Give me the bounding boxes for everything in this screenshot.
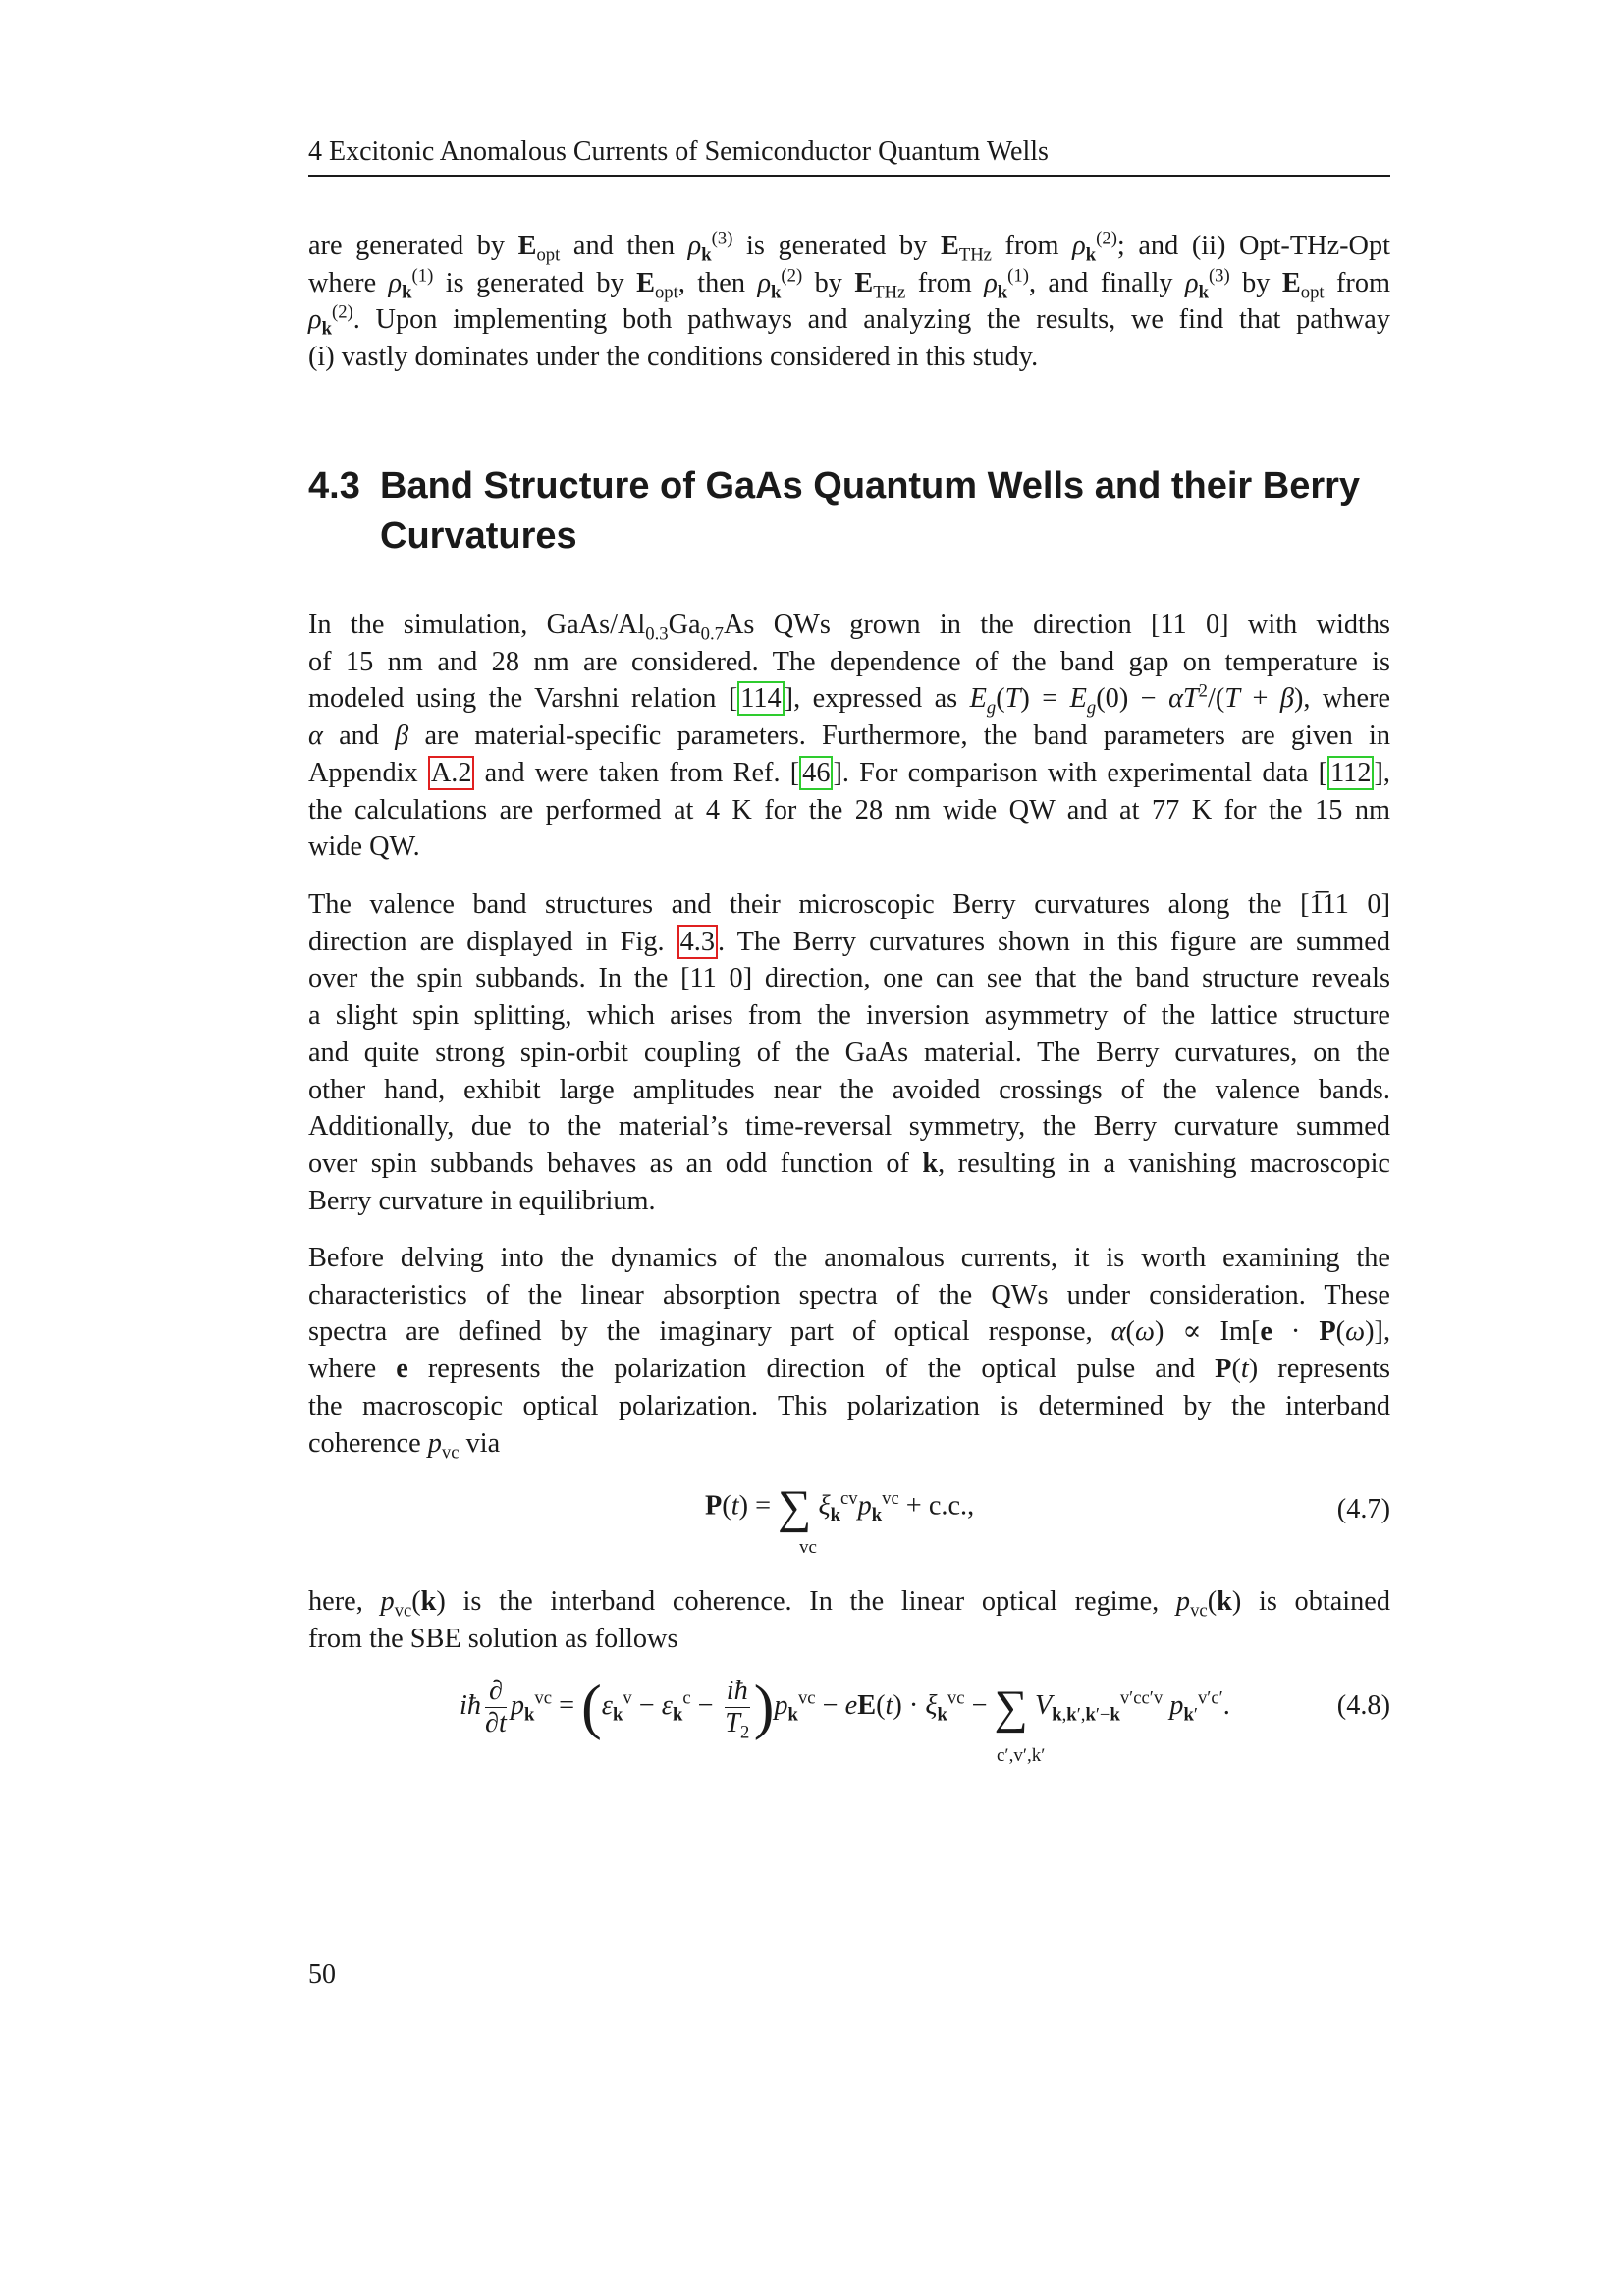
text-line: Berry curvature in equilibrium. [308, 1185, 656, 1216]
equation-number: (4.8) [1336, 1690, 1390, 1721]
sum-index: vc [799, 1537, 817, 1558]
paragraph-coherence [308, 1583, 1390, 1657]
text-line: modeled using the Varshni relation [ 114 ], expressed as $E_g(T) = E_g(0) - \alpha T^2/(T + \beta)$, where [308, 680, 1391, 720]
text-line: (i) vastly dominates under the conditions considered in this study. [308, 342, 1039, 373]
page-number: 50 [308, 1959, 336, 1990]
text-line: coherence $p_{vc}$ via [308, 1427, 501, 1464]
section-title: Band Structure of GaAs Quantum Wells and their Berry Curvatures [380, 465, 1361, 557]
text-line: direction are displayed in Fig. 4.3 . The Berry curvatures shown in this figure are summed [308, 926, 1390, 957]
equation-4-7 [308, 1482, 1390, 1561]
text-line: over spin subbands behaves as an odd function of k, resulting in a vanishing macroscopic [308, 1148, 1390, 1179]
header-rule [308, 175, 1390, 177]
text-line: α and β are material-specific parameters. Furthermore, the band parameters are given in [308, 721, 1390, 752]
text-line: In the simulation, GaAs/$Al_{0.3}Ga_{0.7}As$ QWs grown in the direction [11 0] with widths [308, 610, 1391, 645]
paragraph-absorption [308, 1240, 1390, 1462]
text-line: where e represents the polarization direction of the optical pulse and P(t) represents [308, 1354, 1390, 1385]
text-line: $\rho_k^{(2)}$. Upon implementing both pathways and analyzing the results, we find that pathway [308, 301, 1390, 341]
text-line: here, $p_{vc}(k)$ is the interband coherence. In the linear optical regime, $p_{vc}(k)$ is obtained [308, 1586, 1390, 1622]
text-line: where $\rho_k^{(1)}$ is generated by $E_{opt}$, then $\rho_k^{(2)}$ by $E_{THz}$ from $\rho_k^{(1)}$, and finally $\rho_k^{(3)}$ by $E_{opt}$ from [308, 265, 1390, 303]
text-line: other hand, exhibit large amplitudes near the avoided crossings of the valence bands. [308, 1074, 1390, 1105]
text-line: Appendix A.2 and were taken from Ref. [ 46 ]. For comparison with experimental data [ 112 ], [308, 757, 1390, 788]
text-line: Additionally, due to the material’s time-reversal symmetry, the Berry curvature summed [308, 1111, 1390, 1143]
paragraph-simulation [308, 607, 1390, 866]
running-head: 4 Excitonic Anomalous Currents of Semiconductor Quantum Wells [308, 136, 1049, 167]
sum-index: c′,v′,k′ [997, 1745, 1046, 1766]
citation-link[interactable]: 114 [737, 681, 784, 716]
text-line: a slight spin splitting, which arises from the inversion asymmetry of the lattice structure [308, 1000, 1390, 1032]
text-line: of 15 nm and 28 nm are considered. The dependence of the band gap on temperature is [308, 646, 1390, 677]
section-number: 4.3 [308, 465, 360, 507]
equation-body: P(t) = ∑ $\xi_k^{cv}p_k^{vc} + c.c$., [705, 1481, 975, 1533]
citation-link[interactable]: 112 [1327, 756, 1374, 790]
text-line: from the SBE solution as follows [308, 1623, 678, 1654]
equation-4-8 [308, 1669, 1390, 1777]
text-line: are generated by $E_{opt}$ and then $\rho_k^{(3)}$ is generated by $E_{THz}$ from $\rho_k^{(2)}$; and (ii) Opt-THz-Opt [308, 228, 1391, 266]
paragraph-band-structure [308, 886, 1390, 1219]
appendix-link[interactable]: A.2 [428, 756, 475, 790]
text-line: Before delving into the dynamics of the anomalous currents, it is worth examining the [308, 1243, 1390, 1273]
text-line: spectra are defined by the imaginary part of optical response, α(ω) ∝ Im[e · P(ω)], [308, 1316, 1391, 1348]
citation-link[interactable]: 46 [799, 756, 833, 790]
text-line: over the spin subbands. In the [11 0] direction, one can see that the band structure reveals [308, 963, 1390, 994]
equation-number: (4.7) [1336, 1494, 1390, 1524]
paragraph-continuation [308, 228, 1390, 376]
text-line: characteristics of the linear absorption spectra of the QWs under consideration. These [308, 1279, 1390, 1310]
equation-body: iħ $\frac{\partial}{\partial t}$ $p_k^{vc} = (\varepsilon_k^v - \varepsilon_k^c$ − $\frac{iħ}{T_2}$ )$p_k^{vc} - eE(t) \cdot \xi_k^{vc}$ − ∑ $V_{k,k',k'-k}^{v'cc'v}$ $p_{k'}^{v'c'}$. [460, 1674, 1230, 1743]
text-line: and quite strong spin-orbit coupling of the GaAs material. The Berry curvatures, on the [308, 1037, 1390, 1068]
text-line: wide QW. [308, 831, 420, 863]
text-line: The valence band structures and their microscopic Berry curvatures along the [1̅11 0] [308, 889, 1390, 920]
text-line: the calculations are performed at 4 K for the 28 nm wide QW and at 77 K for the 15 nm [308, 794, 1390, 826]
figure-link[interactable]: 4.3 [677, 925, 718, 959]
text-line: the macroscopic optical polarization. This polarization is determined by the interband [308, 1390, 1390, 1421]
